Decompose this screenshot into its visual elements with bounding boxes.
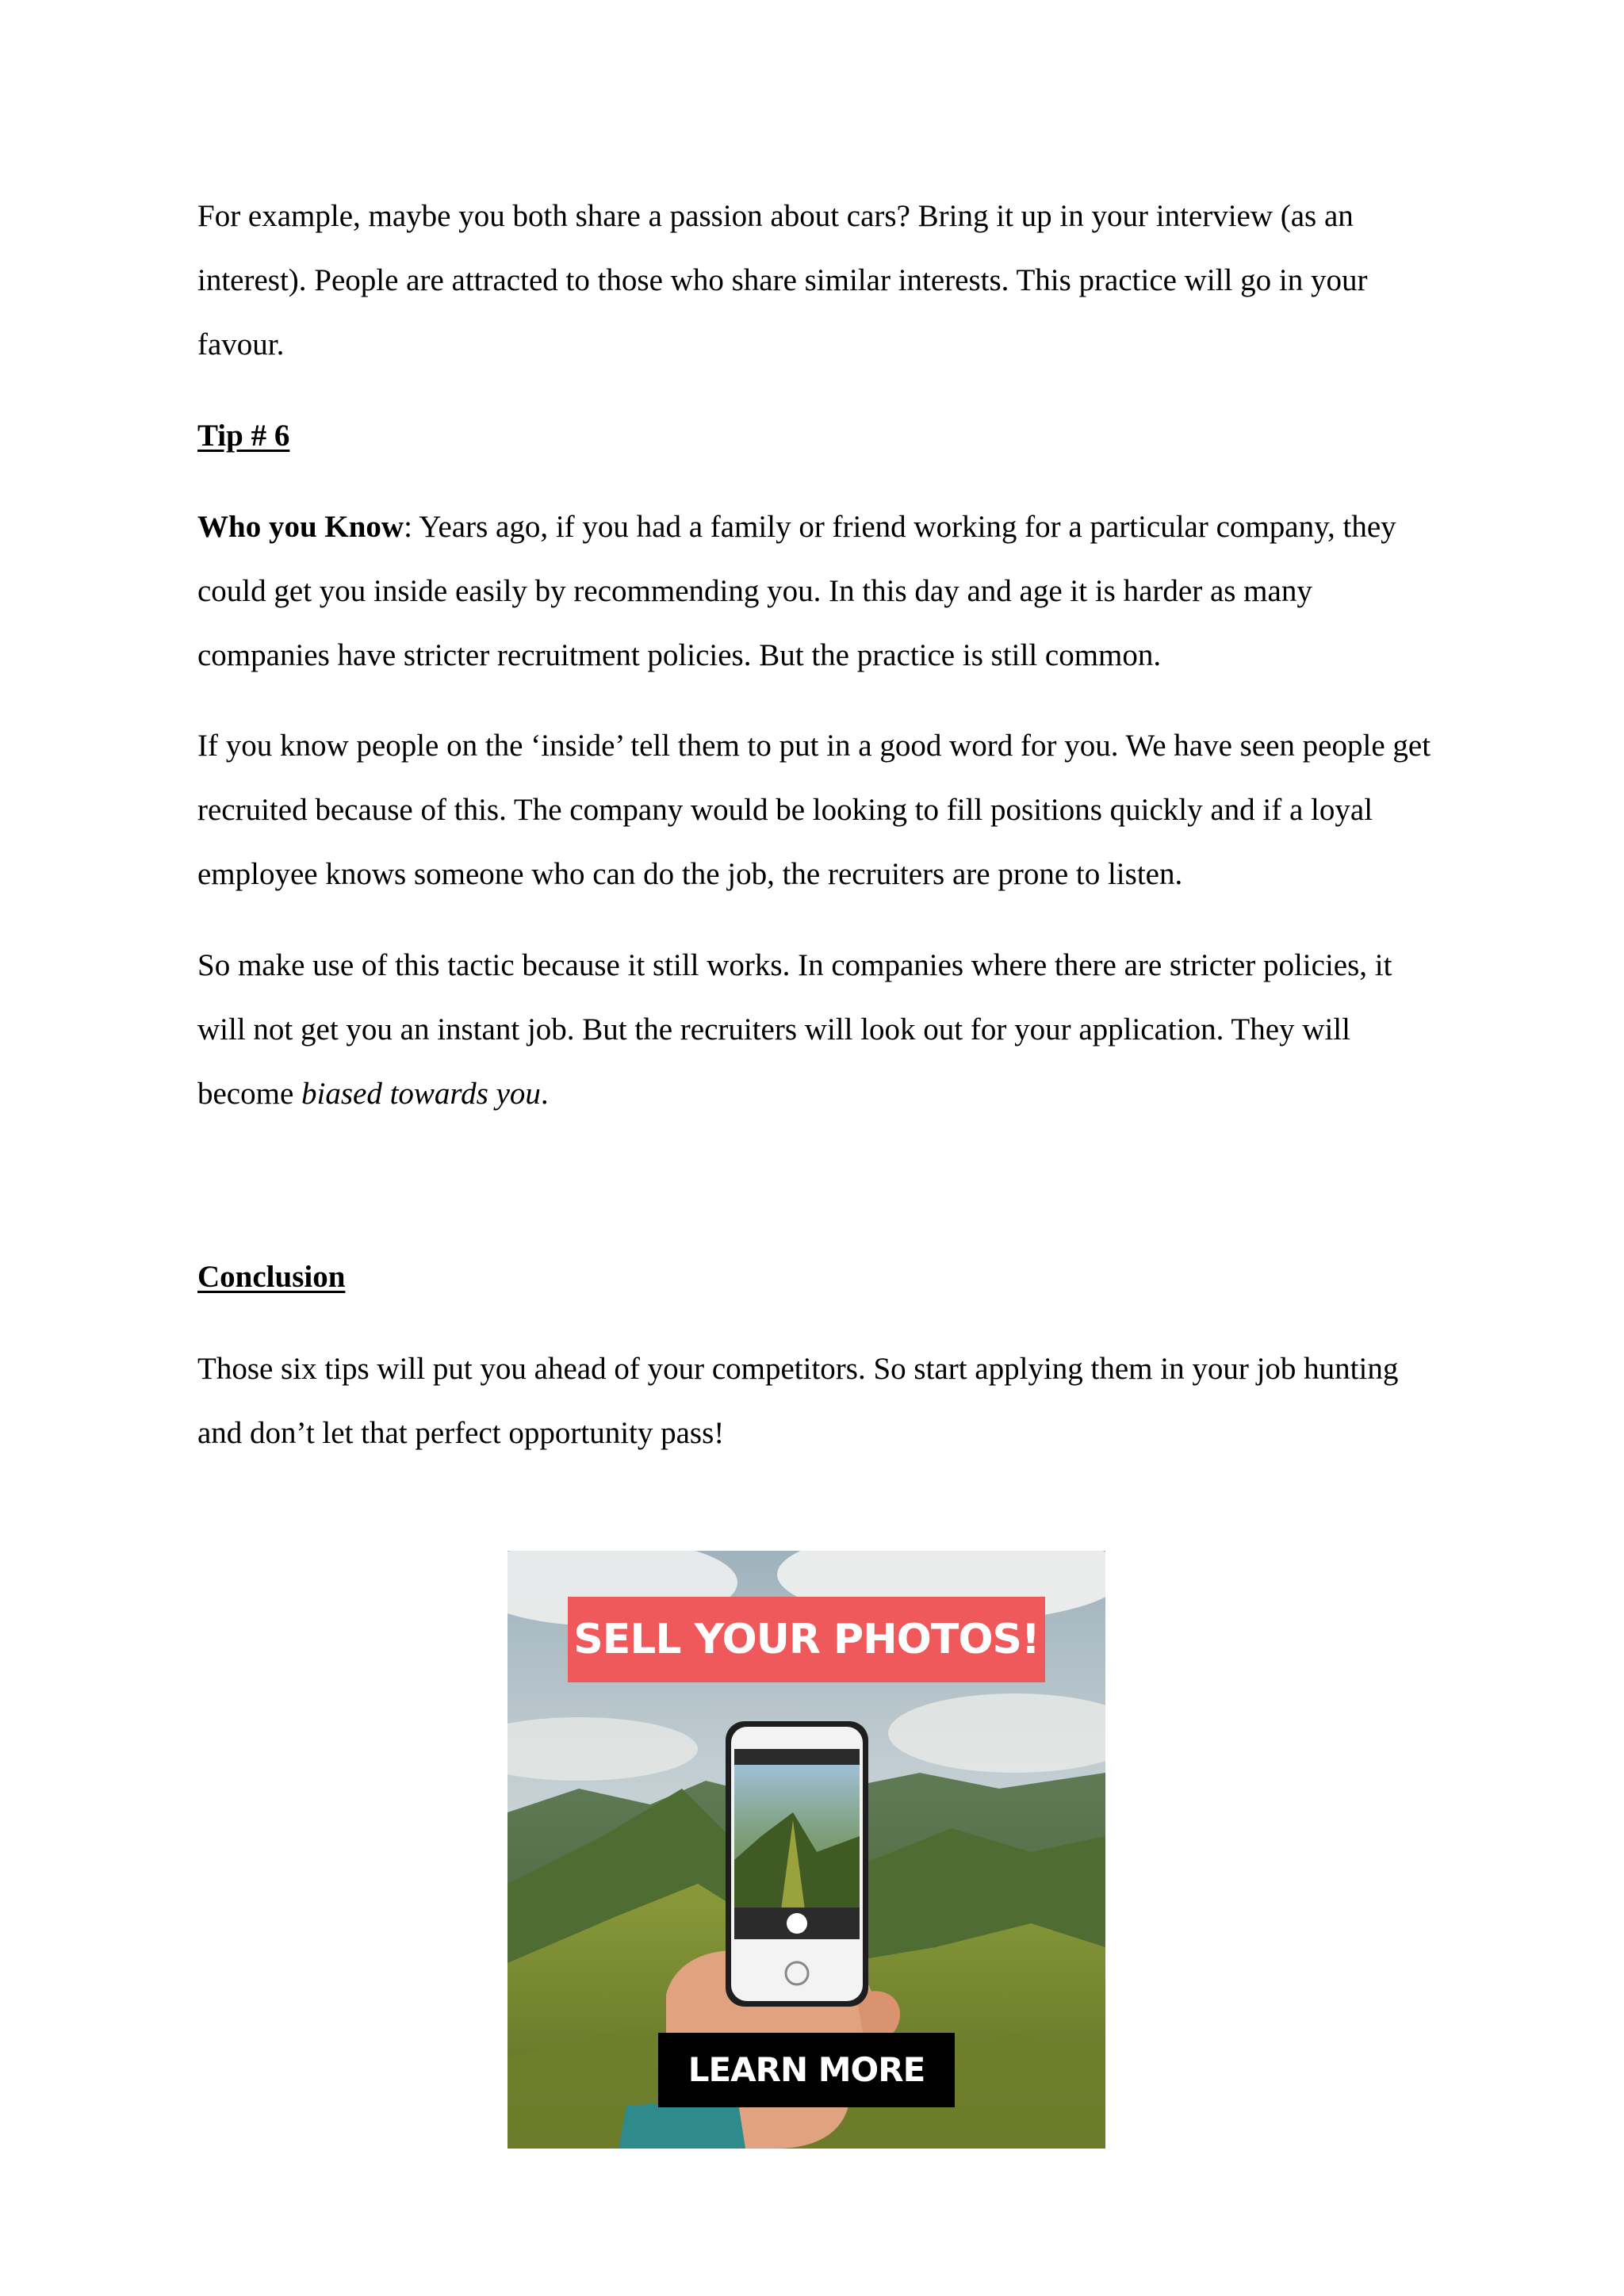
conclusion-paragraph: Those six tips will put you ahead of your competitors. So start applying them in your job hunting and don’t let that perfect opportunity pass! [197, 1352, 1399, 1450]
conclusion-heading: Conclusion [197, 1260, 346, 1294]
tactic-text: So make use of this tactic because it still works. In companies where there are stricter policies, it will not get you an instant job. But the recruiters will look out for your application. They will become [197, 948, 1392, 1111]
who-you-know-paragraph [197, 495, 1442, 687]
tip-6-heading: Tip # 6 [197, 419, 290, 453]
inside-paragraph: If you know people on the ‘inside’ tell them to put in a good word for you. We have seen people get recruited because of this. The company would be looking to fill positions quickly and if a loyal employee knows someone who can do the job, the recruiters are prone to listen. [197, 729, 1431, 891]
tactic-emphasis: biased towards you [301, 1077, 541, 1111]
intro-paragraph: For example, maybe you both share a passion about cars? Bring it up in your interview (as an interest). People are attracted to those who share similar interests. This practice will go in your favour. [197, 199, 1368, 362]
who-you-know-label: Who you Know [197, 510, 404, 544]
sell-photos-ad[interactable] [508, 1551, 1105, 2149]
tactic-end: . [540, 1077, 549, 1111]
who-you-know-text: : Years ago, if you had a family or friend working for a particular company, they could get you inside easily by recommending you. In this day and age it is harder as many companies have stricter recruitment policies. But the practice is still common. [197, 510, 1396, 672]
ad-headline: SELL YOUR PHOTOS! [568, 1597, 1045, 1682]
tactic-paragraph [197, 933, 1442, 1126]
learn-more-button[interactable]: LEARN MORE [658, 2033, 955, 2107]
